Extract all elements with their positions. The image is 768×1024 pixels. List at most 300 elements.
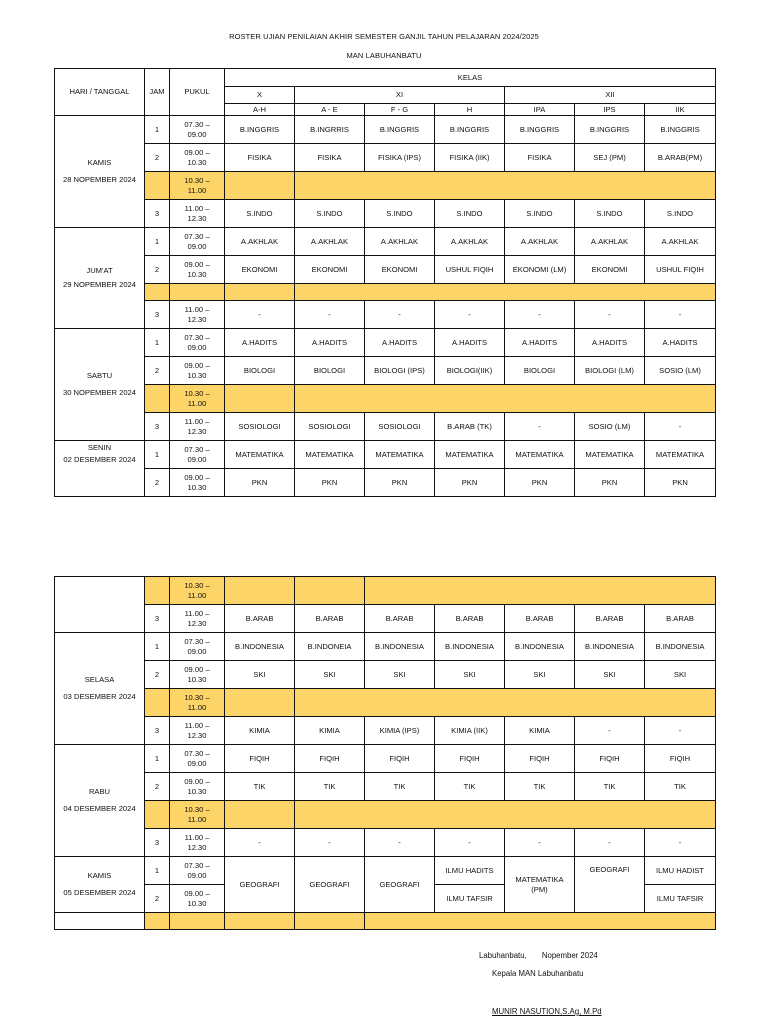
subject-cell: - <box>365 829 435 857</box>
subject-cell: GEOGRAFI <box>295 857 365 913</box>
signature-name: MUNIR NASUTION,S.Ag, M.Pd <box>492 1007 602 1016</box>
subject-cell: B.ARAB <box>295 605 365 633</box>
day-cell <box>55 116 145 228</box>
break-row <box>55 689 716 717</box>
subject-cell: SOSIOLOGI <box>225 413 295 441</box>
time-cell <box>170 413 225 441</box>
subject-cell: B.INGGRIS <box>575 116 645 144</box>
subject-cell: MATEMATIKA <box>365 441 435 469</box>
subject-cell: S.INDO <box>435 200 505 228</box>
break-cell <box>295 689 716 717</box>
time-end: 10.30 <box>187 786 207 796</box>
time-start: 07.30 – <box>184 860 210 870</box>
subject-cell: TIK <box>505 773 575 801</box>
subject-cell: SOSIOLOGI <box>365 413 435 441</box>
subject-cell: SKI <box>365 661 435 689</box>
subclass-iik: IIK <box>645 104 716 116</box>
subject-cell: A.HADITS <box>505 329 575 357</box>
time-end: 11.00 <box>187 185 207 195</box>
break-jam-cell <box>145 689 170 717</box>
subject-cell: A.HADITS <box>645 329 716 357</box>
day-date: 05 DESEMBER 2024 <box>63 888 136 897</box>
time-end: 12.30 <box>187 730 207 740</box>
subject-cell: B.ARAB <box>435 605 505 633</box>
time-end: 10.30 <box>187 482 207 492</box>
time-end: 10.30 <box>187 157 207 167</box>
subject-cell: B.ARAB <box>505 605 575 633</box>
day-date: 04 DESEMBER 2024 <box>63 804 136 813</box>
subject-cell: - <box>575 717 645 745</box>
subject-cell: - <box>365 301 435 329</box>
subject-cell: - <box>295 829 365 857</box>
break-time-cell <box>170 172 225 200</box>
time-end: 10.30 <box>187 674 207 684</box>
signature-position: Kepala MAN Labuhanbatu <box>492 969 584 978</box>
header-hari-tanggal: HARI / TANGGAL <box>55 69 145 116</box>
time-cell <box>170 885 225 913</box>
jam-cell: 1 <box>145 228 170 256</box>
subject-cell: B.INGGRIS <box>365 116 435 144</box>
break-cell <box>295 913 365 930</box>
time-end: 09.00 <box>187 342 207 352</box>
jam-cell: 3 <box>145 200 170 228</box>
time-end: 12.30 <box>187 314 207 324</box>
subject-cell: SKI <box>295 661 365 689</box>
subject-cell: FISIKA <box>295 144 365 172</box>
break-time-cell <box>170 689 225 717</box>
table-row <box>55 256 716 284</box>
time-end: 12.30 <box>187 213 207 223</box>
subject-cell: B.INDONESIA <box>365 633 435 661</box>
time-start: 10.30 – <box>184 692 210 702</box>
time-start: 09.00 – <box>184 360 210 370</box>
subject-cell: A.AKHLAK <box>435 228 505 256</box>
table-row <box>55 301 716 329</box>
subject-cell: MATEMATIKA <box>645 441 716 469</box>
day-name: SELASA <box>84 675 115 685</box>
day-date: 02 DESEMBER 2024 <box>63 454 136 464</box>
break-cell <box>225 385 295 413</box>
subject-cell: S.INDO <box>575 200 645 228</box>
time-end: 09.00 <box>187 454 207 464</box>
subject-cell: - <box>505 829 575 857</box>
break-cell <box>295 577 365 605</box>
jam-cell: 1 <box>145 857 170 885</box>
subject-cell: MATEMATIKA <box>295 441 365 469</box>
subject-cell: B.ARAB (TK) <box>435 413 505 441</box>
day-date: 28 NOPEMBER 2024 <box>62 175 137 184</box>
signature-place-date: Labuhanbatu, Nopember 2024 <box>479 951 598 960</box>
subject-cell: B.INDONEIA <box>295 633 365 661</box>
day-cell <box>55 441 145 497</box>
subject-cell: S.INDO <box>505 200 575 228</box>
jam-cell: 2 <box>145 773 170 801</box>
subject-cell: FIQIH <box>645 745 716 773</box>
subject-cell: SKI <box>645 661 716 689</box>
subject-cell: B.ARAB <box>365 605 435 633</box>
time-start: 07.30 – <box>184 636 210 646</box>
subject-cell: S.INDO <box>225 200 295 228</box>
subject-cell: - <box>575 829 645 857</box>
subject-cell: BIOLOGI <box>295 357 365 385</box>
day-date: 03 DESEMBER 2024 <box>63 692 136 701</box>
subject-cell: A.HADITS <box>365 329 435 357</box>
subject-cell: - <box>505 301 575 329</box>
subject-cell: - <box>225 301 295 329</box>
subject-line: MATEMATIKA <box>515 874 564 884</box>
subject-cell: B.ARAB <box>645 605 716 633</box>
break-jam-cell <box>145 284 170 301</box>
time-start: 10.30 – <box>184 580 210 590</box>
table-row <box>55 116 716 144</box>
subject-cell: - <box>505 413 575 441</box>
break-time-cell <box>170 577 225 605</box>
subject-cell: A.HADITS <box>295 329 365 357</box>
day-name: SABTU <box>86 371 113 381</box>
subject-cell: PKN <box>225 469 295 497</box>
day-name: JUM'AT <box>86 266 113 276</box>
break-row <box>55 801 716 829</box>
time-end: 12.30 <box>187 618 207 628</box>
subject-cell: KIMIA (IPS) <box>365 717 435 745</box>
subject-cell: B.INGRRIS <box>295 116 365 144</box>
subject-cell: KIMIA <box>225 717 295 745</box>
jam-cell: 2 <box>145 256 170 284</box>
subject-cell: SOSIO (LM) <box>645 357 716 385</box>
subject-cell: EKONOMI <box>365 256 435 284</box>
subject-line: (PM) <box>531 884 548 894</box>
break-cell <box>365 913 716 930</box>
table-row <box>55 200 716 228</box>
subject-cell: PKN <box>645 469 716 497</box>
break-cell <box>295 801 716 829</box>
subject-cell: FIQIH <box>225 745 295 773</box>
break-row <box>55 172 716 200</box>
time-cell <box>170 329 225 357</box>
subject-cell: FISIKA (IPS) <box>365 144 435 172</box>
subject-cell: A.HADITS <box>435 329 505 357</box>
subject-cell: BIOLOGI(IIK) <box>435 357 505 385</box>
subject-cell: SKI <box>505 661 575 689</box>
subject-cell: TIK <box>645 773 716 801</box>
subject-cell: FISIKA (IIK) <box>435 144 505 172</box>
subject-cell: A.AKHLAK <box>365 228 435 256</box>
break-cell <box>295 385 716 413</box>
time-start: 07.30 – <box>184 444 210 454</box>
day-name: SENIN <box>87 443 112 452</box>
time-end: 11.00 <box>187 814 207 824</box>
subject-cell: A.HADITS <box>225 329 295 357</box>
table-row <box>55 661 716 689</box>
break-cell <box>295 284 716 301</box>
time-start: 09.00 – <box>184 776 210 786</box>
table-row <box>55 717 716 745</box>
time-start: 10.30 – <box>184 388 210 398</box>
break-time-cell <box>170 801 225 829</box>
subject-cell: TIK <box>225 773 295 801</box>
subject-cell: - <box>645 413 716 441</box>
header-grade-xi: XI <box>295 87 505 104</box>
subject-cell: A.HADITS <box>575 329 645 357</box>
subject-cell: BIOLOGI <box>505 357 575 385</box>
time-start: 09.00 – <box>184 664 210 674</box>
subject-cell: TIK <box>575 773 645 801</box>
subject-cell: USHUL FIQIH <box>435 256 505 284</box>
break-jam-cell <box>145 577 170 605</box>
table-row <box>55 228 716 256</box>
table-row <box>55 857 716 885</box>
break-cell <box>225 284 295 301</box>
subject-cell: BIOLOGI (IPS) <box>365 357 435 385</box>
subject-cell: A.AKHLAK <box>575 228 645 256</box>
time-start: 11.00 – <box>184 720 210 730</box>
subject-cell: - <box>435 301 505 329</box>
subject-cell: B.INDONESIA <box>225 633 295 661</box>
table-row <box>55 829 716 857</box>
time-start: 09.00 – <box>184 472 210 482</box>
time-cell <box>170 633 225 661</box>
school-name: MAN LABUHANBATU <box>346 51 422 60</box>
subject-cell: B.INDONESIA <box>435 633 505 661</box>
break-row <box>55 913 716 930</box>
header-jam: JAM <box>145 69 170 116</box>
time-start: 11.00 – <box>184 304 210 314</box>
time-cell <box>170 605 225 633</box>
exam-schedule-table-2 <box>54 576 716 930</box>
break-cell <box>365 577 716 605</box>
break-time-cell <box>170 913 225 930</box>
subject-cell: S.INDO <box>365 200 435 228</box>
jam-cell: 3 <box>145 301 170 329</box>
subject-cell: KIMIA <box>505 717 575 745</box>
subject-cell: B.ARAB <box>575 605 645 633</box>
subject-cell: SKI <box>225 661 295 689</box>
break-row <box>55 385 716 413</box>
day-name: KAMIS <box>87 158 112 168</box>
subject-cell: SKI <box>575 661 645 689</box>
header-grade-xii: XII <box>505 87 716 104</box>
subclass-ipa: IPA <box>505 104 575 116</box>
subject-cell: PKN <box>575 469 645 497</box>
subject-cell: FISIKA <box>505 144 575 172</box>
subject-cell: B.INDONESIA <box>575 633 645 661</box>
subject-cell: ILMU HADIST <box>645 857 716 885</box>
table-row <box>55 633 716 661</box>
time-start: 11.00 – <box>184 832 210 842</box>
time-cell <box>170 200 225 228</box>
subject-cell: MATEMATIKA <box>505 441 575 469</box>
jam-cell: 2 <box>145 469 170 497</box>
subclass-a-e: A - E <box>295 104 365 116</box>
table-row <box>55 469 716 497</box>
subject-cell: B.INGGRIS <box>505 116 575 144</box>
day-date: 30 NOPEMBER 2024 <box>62 388 137 397</box>
jam-cell: 1 <box>145 329 170 357</box>
subject-cell: MATEMATIKA <box>575 441 645 469</box>
time-end: 10.30 <box>187 898 207 908</box>
time-end: 11.00 <box>187 398 207 408</box>
subject-cell: A.AKHLAK <box>645 228 716 256</box>
day-cell-continued <box>55 577 145 633</box>
empty-day-cell <box>55 913 145 930</box>
subject-cell: KIMIA <box>295 717 365 745</box>
subject-cell: - <box>645 829 716 857</box>
time-cell <box>170 717 225 745</box>
jam-cell: 1 <box>145 441 170 469</box>
subclass-h: H <box>435 104 505 116</box>
subject-cell: EKONOMI <box>225 256 295 284</box>
subject-cell: - <box>225 829 295 857</box>
subject-cell: KIMIA (IIK) <box>435 717 505 745</box>
subject-cell: BIOLOGI (LM) <box>575 357 645 385</box>
subject-cell: FIQIH <box>365 745 435 773</box>
day-cell <box>55 228 145 329</box>
subject-cell: B.INDONESIA <box>645 633 716 661</box>
subject-cell: FIQIH <box>505 745 575 773</box>
subject-cell: B.ARAB(PM) <box>645 144 716 172</box>
subject-cell: EKONOMI <box>295 256 365 284</box>
break-jam-cell <box>145 801 170 829</box>
subject-cell: FIQIH <box>295 745 365 773</box>
time-start: 09.00 – <box>184 888 210 898</box>
subject-cell: B.INDONESIA <box>505 633 575 661</box>
subject-cell: ILMU TAFSIR <box>435 885 505 913</box>
subject-cell: BIOLOGI <box>225 357 295 385</box>
subclass-ips: IPS <box>575 104 645 116</box>
time-cell <box>170 441 225 469</box>
time-start: 11.00 – <box>184 203 210 213</box>
subject-cell: - <box>645 717 716 745</box>
time-start: 11.00 – <box>184 608 210 618</box>
subject-cell: B.INGGRIS <box>225 116 295 144</box>
time-end: 09.00 <box>187 646 207 656</box>
day-name: KAMIS <box>87 871 112 881</box>
break-cell <box>295 172 716 200</box>
subject-cell <box>505 857 575 913</box>
header-kelas: KELAS <box>225 69 716 87</box>
subject-cell: SOSIO (LM) <box>575 413 645 441</box>
subject-cell: SKI <box>435 661 505 689</box>
subject-cell: A.AKHLAK <box>225 228 295 256</box>
subject-cell: GEOGRAFI <box>225 857 295 913</box>
subject-cell: PKN <box>295 469 365 497</box>
time-start: 10.30 – <box>184 175 210 185</box>
table-row <box>55 144 716 172</box>
subject-cell: MATEMATIKA <box>435 441 505 469</box>
jam-cell: 2 <box>145 357 170 385</box>
subject-cell: ILMU HADITS <box>435 857 505 885</box>
jam-cell: 2 <box>145 144 170 172</box>
time-end: 09.00 <box>187 241 207 251</box>
time-cell <box>170 228 225 256</box>
subject-cell: B.INGGRIS <box>645 116 716 144</box>
time-cell <box>170 857 225 885</box>
subject-cell: FIQIH <box>575 745 645 773</box>
day-cell <box>55 329 145 441</box>
break-row <box>55 577 716 605</box>
subject-cell: FIQIH <box>435 745 505 773</box>
exam-schedule-table-1 <box>54 68 716 497</box>
time-end: 10.30 <box>187 269 207 279</box>
time-start: 07.30 – <box>184 231 210 241</box>
jam-cell: 1 <box>145 745 170 773</box>
break-time-cell <box>170 284 225 301</box>
subject-cell: - <box>575 301 645 329</box>
subject-cell: SOSIOLOGI <box>295 413 365 441</box>
subject-cell: PKN <box>435 469 505 497</box>
day-name: RABU <box>88 787 111 797</box>
subject-cell: ILMU TAFSIR <box>645 885 716 913</box>
day-date: 29 NOPEMBER 2024 <box>62 280 137 289</box>
jam-cell: 3 <box>145 829 170 857</box>
subject-cell: TIK <box>295 773 365 801</box>
table-row <box>55 357 716 385</box>
table-row <box>55 441 716 469</box>
time-end: 09.00 <box>187 129 207 139</box>
time-cell <box>170 256 225 284</box>
day-cell <box>55 857 145 913</box>
time-end: 11.00 <box>187 702 207 712</box>
table-row <box>55 329 716 357</box>
break-jam-cell <box>145 385 170 413</box>
subject-cell: B.ARAB <box>225 605 295 633</box>
jam-cell: 3 <box>145 717 170 745</box>
subclass-f-g: F - G <box>365 104 435 116</box>
jam-cell: 2 <box>145 661 170 689</box>
subject-cell: EKONOMI (LM) <box>505 256 575 284</box>
subject-cell: TIK <box>435 773 505 801</box>
time-end: 10.30 <box>187 370 207 380</box>
time-end: 09.00 <box>187 870 207 880</box>
day-cell <box>55 633 145 745</box>
time-start: 07.30 – <box>184 119 210 129</box>
table-row <box>55 605 716 633</box>
time-cell <box>170 144 225 172</box>
subject-cell: PKN <box>505 469 575 497</box>
jam-cell: 3 <box>145 413 170 441</box>
break-jam-cell <box>145 172 170 200</box>
table-row <box>55 745 716 773</box>
header-pukul: PUKUL <box>170 69 225 116</box>
jam-cell: 2 <box>145 885 170 913</box>
table-row <box>55 773 716 801</box>
time-end: 11.00 <box>187 590 207 600</box>
subject-cell: A.AKHLAK <box>295 228 365 256</box>
time-start: 07.30 – <box>184 748 210 758</box>
subject-cell: A.AKHLAK <box>505 228 575 256</box>
subclass-a-h: A-H <box>225 104 295 116</box>
subject-cell: PKN <box>365 469 435 497</box>
time-cell <box>170 661 225 689</box>
break-jam-cell <box>145 913 170 930</box>
break-time-cell <box>170 385 225 413</box>
time-end: 12.30 <box>187 842 207 852</box>
time-cell <box>170 116 225 144</box>
time-start: 09.00 – <box>184 147 210 157</box>
break-cell <box>225 913 295 930</box>
jam-cell: 3 <box>145 605 170 633</box>
subject-cell: FISIKA <box>225 144 295 172</box>
time-end: 09.00 <box>187 758 207 768</box>
time-cell <box>170 357 225 385</box>
subject-cell: - <box>645 301 716 329</box>
time-cell <box>170 773 225 801</box>
time-end: 12.30 <box>187 426 207 436</box>
document-title: ROSTER UJIAN PENILAIAN AKHIR SEMESTER GANJIL TAHUN PELAJARAN 2024/2025 <box>229 32 539 41</box>
table-row <box>55 413 716 441</box>
time-start: 11.00 – <box>184 416 210 426</box>
jam-cell: 1 <box>145 633 170 661</box>
